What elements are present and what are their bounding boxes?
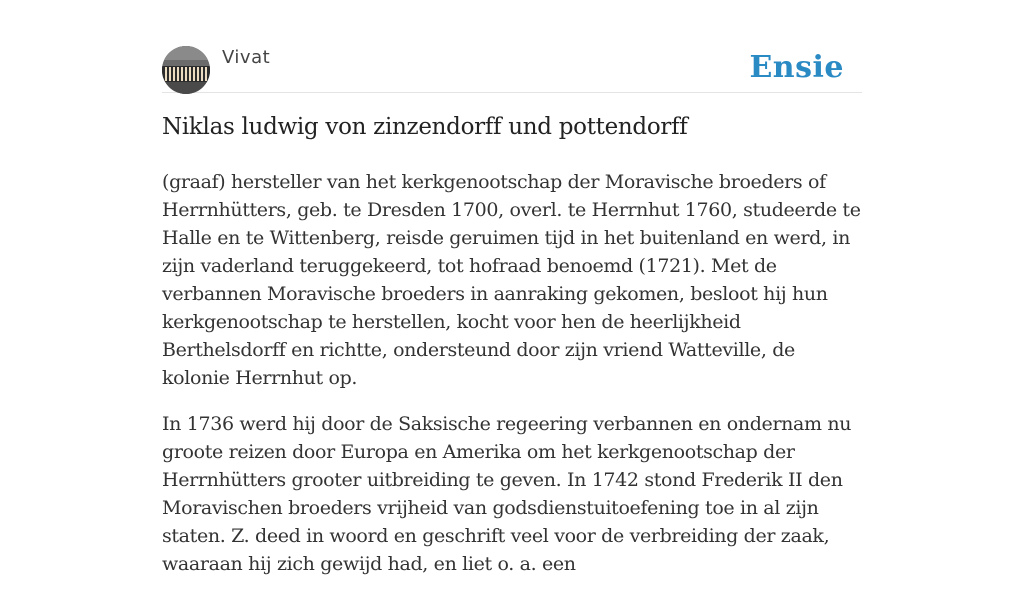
avatar-image [162,46,210,94]
page-header [162,0,862,93]
article-paragraph: In 1736 werd hij door de Saksische regeering verbannen en ondernam nu groote reizen door Europa en Amerika om het kerkgenootschap der Herrnhütters grooter uitbreiding te geven. In 1742 stond Frederik II den Moravischen broeders vrijheid van godsdienstuitoefening toe in al zijn staten. Z. deed in woord en geschrift veel voor de verbreiding der zaak, waaraan hij zich gewijd had, en liet o. a. een [162,413,852,575]
avatar[interactable] [162,46,210,94]
author-name[interactable]: Vivat [222,47,271,68]
article-paragraph: (graaf) hersteller van het kerkgenootschap der Moravische broeders of Herrnhütters, geb. te Dresden 1700, overl. te Herrnhut 1760, studeerde te Halle en te Wittenberg, reisde geruimen tijd in het buitenland en werd, in zijn vaderland teruggekeerd, tot hofraad benoemd (1721). Met de verbannen Moravische broeders in aanraking gekomen, besloot hij hun kerkgenootschap te herstellen, kocht voor hen de heerlijkheid Berthelsdorff en richtte, ondersteund door zijn vriend Watteville, de kolonie Herrnhut op. [162,171,861,389]
site-logo[interactable]: Ensie [749,50,844,85]
article-body [162,168,864,596]
page-title: Niklas ludwig von zinzendorff und pottendorff [162,114,688,140]
page-container [162,0,862,575]
